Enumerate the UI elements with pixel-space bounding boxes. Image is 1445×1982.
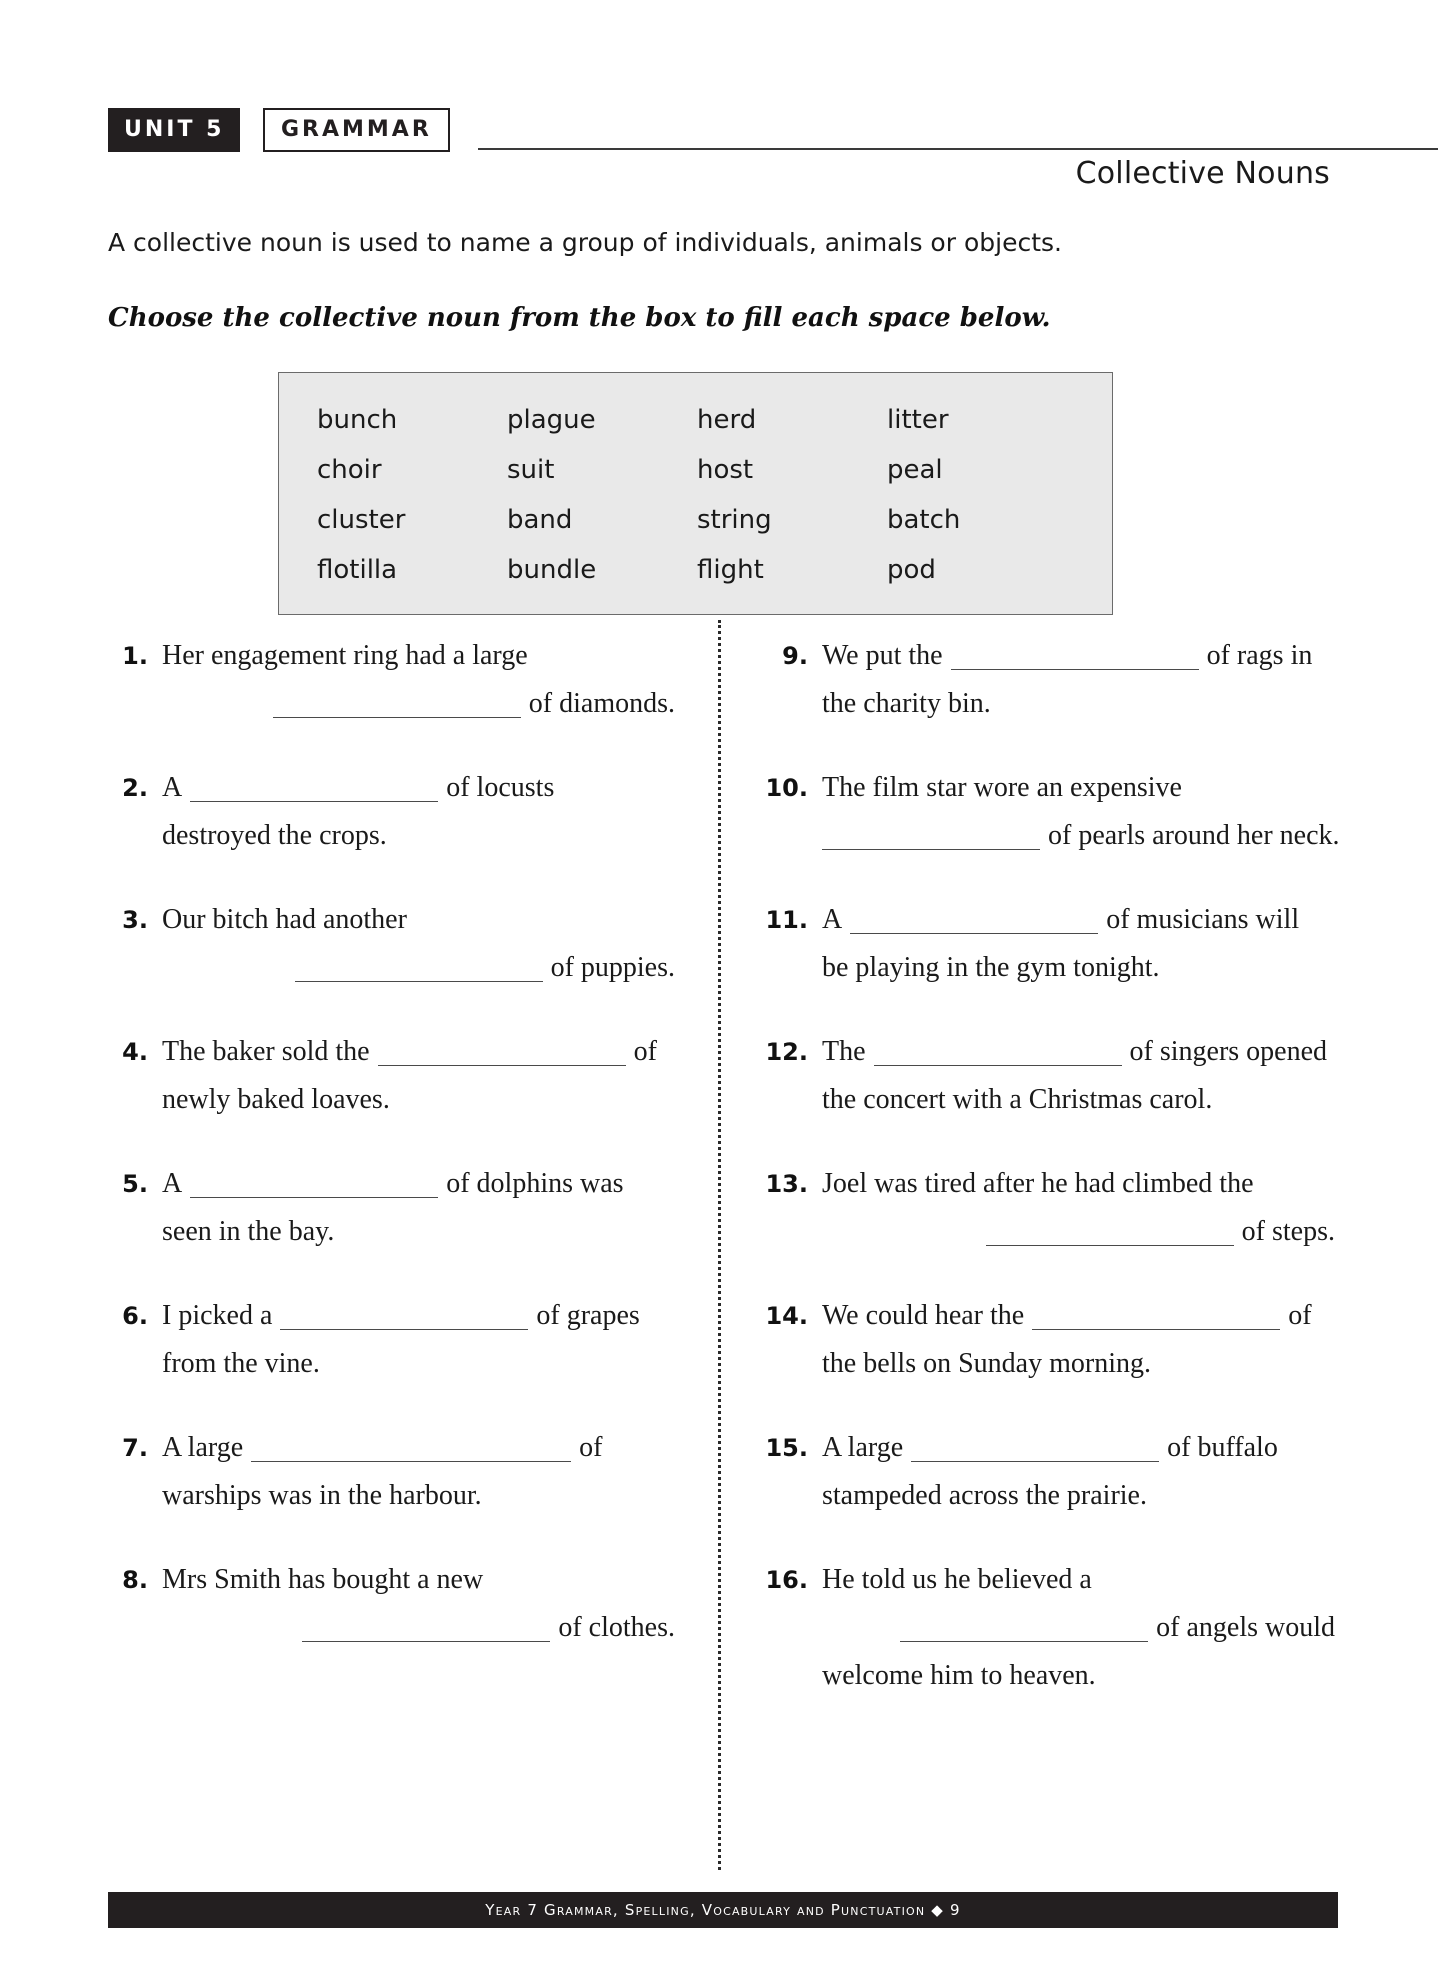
definition-text: A collective noun is used to name a group of individuals, animals or objects.	[108, 228, 1062, 257]
question-line	[162, 1424, 675, 1472]
answer-blank[interactable]	[1032, 1299, 1280, 1330]
question-item	[760, 1028, 1335, 1124]
question-number: 9.	[782, 642, 808, 670]
question-item	[760, 1292, 1335, 1388]
answer-blank[interactable]	[986, 1215, 1234, 1246]
question-line	[162, 632, 675, 680]
question-text: of	[633, 1036, 657, 1067]
question-body	[822, 632, 1335, 728]
question-item	[100, 1160, 675, 1256]
answer-blank[interactable]	[280, 1299, 528, 1330]
answer-blank[interactable]	[251, 1431, 571, 1462]
question-text: The baker sold the	[162, 1036, 370, 1067]
question-body	[162, 1292, 675, 1388]
question-text: of puppies.	[550, 952, 675, 983]
question-number: 2.	[122, 774, 148, 802]
question-number: 14.	[765, 1302, 808, 1330]
word-bank-word: batch	[887, 505, 961, 535]
answer-blank[interactable]	[378, 1035, 626, 1066]
question-text: be playing in the gym tonight.	[822, 952, 1160, 983]
question-text: A large	[162, 1432, 244, 1463]
question-item	[100, 896, 675, 992]
question-text: of diamonds.	[528, 688, 675, 719]
word-bank-word: herd	[697, 405, 757, 435]
question-line	[822, 1208, 1335, 1256]
question-line	[822, 896, 1335, 944]
question-text: the bells on Sunday morning.	[822, 1348, 1151, 1379]
question-text: Mrs Smith has bought a new	[162, 1564, 484, 1595]
question-number: 12.	[765, 1038, 808, 1066]
word-bank-grid	[317, 395, 1077, 595]
word-bank-word: band	[507, 505, 573, 535]
question-line	[822, 764, 1335, 812]
word-bank-word: choir	[317, 455, 382, 485]
question-body	[162, 764, 675, 860]
question-item	[100, 632, 675, 728]
question-text: of dolphins was	[446, 1168, 624, 1199]
question-text: We could hear the	[822, 1300, 1025, 1331]
question-line	[162, 1556, 675, 1604]
answer-blank[interactable]	[190, 771, 438, 802]
word-bank-word: flight	[697, 555, 764, 585]
word-bank-word: string	[697, 505, 772, 535]
question-item	[760, 1160, 1335, 1256]
subject-badge: GRAMMAR	[263, 108, 450, 152]
question-text: destroyed the crops.	[162, 820, 387, 851]
question-number: 4.	[122, 1038, 148, 1066]
question-item	[100, 764, 675, 860]
question-text: of pearls around her neck.	[1048, 820, 1340, 851]
question-item	[100, 1424, 675, 1520]
question-line	[822, 812, 1340, 860]
answer-blank[interactable]	[911, 1431, 1159, 1462]
question-body	[162, 1424, 675, 1520]
question-text: A large	[822, 1432, 904, 1463]
question-text: A	[822, 904, 843, 935]
question-line	[822, 944, 1335, 992]
question-line	[822, 1160, 1335, 1208]
answer-blank[interactable]	[295, 951, 543, 982]
question-item	[100, 1028, 675, 1124]
question-body	[822, 1556, 1335, 1700]
question-number: 1.	[122, 642, 148, 670]
question-line	[162, 1028, 675, 1076]
unit-badge: UNIT 5	[108, 108, 240, 152]
question-text: The film star wore an expensive	[822, 772, 1182, 803]
page-header	[108, 108, 1338, 154]
question-text: of	[1288, 1300, 1312, 1331]
word-bank-word: suit	[507, 455, 555, 485]
question-line	[162, 1472, 675, 1520]
question-text: welcome him to heaven.	[822, 1660, 1096, 1691]
page-title: Collective Nouns	[1075, 156, 1330, 191]
question-line	[822, 680, 1335, 728]
question-body	[822, 764, 1340, 860]
word-bank-word: peal	[887, 455, 943, 485]
question-text: warships was in the harbour.	[162, 1480, 482, 1511]
question-line	[162, 944, 675, 992]
question-line	[822, 1340, 1335, 1388]
question-line	[162, 896, 675, 944]
question-text: the charity bin.	[822, 688, 991, 719]
question-line	[162, 1604, 675, 1652]
question-body	[822, 1292, 1335, 1388]
question-text: of singers opened	[1129, 1036, 1328, 1067]
question-number: 8.	[122, 1566, 148, 1594]
question-text: of angels would	[1156, 1612, 1335, 1643]
word-bank-word: flotilla	[317, 555, 398, 585]
word-bank-word: bunch	[317, 405, 398, 435]
header-divider-rule	[478, 148, 1438, 150]
questions-column-left	[100, 632, 675, 1688]
question-body	[822, 1424, 1335, 1520]
question-line	[822, 1028, 1335, 1076]
question-text: of grapes	[536, 1300, 640, 1331]
question-text: from the vine.	[162, 1348, 320, 1379]
question-text: I picked a	[162, 1300, 273, 1331]
question-line	[162, 1076, 675, 1124]
column-divider	[718, 620, 721, 1870]
question-line	[822, 1652, 1335, 1700]
question-item	[760, 896, 1335, 992]
footer-bar	[108, 1892, 1338, 1928]
question-item	[100, 1556, 675, 1652]
question-text: The	[822, 1036, 866, 1067]
question-line	[822, 1424, 1335, 1472]
question-number: 16.	[765, 1566, 808, 1594]
question-text: of	[579, 1432, 603, 1463]
question-item	[760, 764, 1340, 860]
question-text: of musicians will	[1106, 904, 1300, 935]
word-bank-word: plague	[507, 405, 596, 435]
question-text: A	[162, 772, 183, 803]
answer-blank[interactable]	[822, 819, 1040, 850]
question-text: A	[162, 1168, 183, 1199]
question-text: Our bitch had another	[162, 904, 407, 935]
question-line	[822, 1472, 1335, 1520]
answer-blank[interactable]	[900, 1611, 1148, 1642]
question-number: 13.	[765, 1170, 808, 1198]
answer-blank[interactable]	[273, 687, 521, 718]
question-body	[822, 896, 1335, 992]
question-line	[162, 1160, 675, 1208]
question-text: stampeded across the prairie.	[822, 1480, 1147, 1511]
question-line	[822, 1556, 1335, 1604]
question-line	[822, 632, 1335, 680]
word-bank-box	[278, 372, 1113, 615]
question-body	[162, 1160, 675, 1256]
word-bank-word: cluster	[317, 505, 406, 535]
word-bank-word: host	[697, 455, 754, 485]
question-number: 5.	[122, 1170, 148, 1198]
question-body	[822, 1160, 1335, 1256]
questions-column-right	[760, 632, 1340, 1736]
question-line	[162, 1208, 675, 1256]
question-line	[162, 680, 675, 728]
question-number: 3.	[122, 906, 148, 934]
word-bank-word: pod	[887, 555, 936, 585]
question-item	[760, 632, 1335, 728]
footer-text: Year 7 Grammar, Spelling, Vocabulary and Punctuation ◆ 9	[485, 1901, 961, 1919]
question-number: 10.	[765, 774, 808, 802]
answer-blank[interactable]	[190, 1167, 438, 1198]
question-number: 7.	[122, 1434, 148, 1462]
question-body	[162, 1556, 675, 1652]
question-text: of steps.	[1241, 1216, 1335, 1247]
word-bank-word: litter	[887, 405, 949, 435]
question-text: We put the	[822, 640, 943, 671]
question-number: 11.	[765, 906, 808, 934]
question-line	[162, 1292, 675, 1340]
word-bank-word: bundle	[507, 555, 597, 585]
question-text: Joel was tired after he had climbed the	[822, 1168, 1254, 1199]
question-body	[162, 632, 675, 728]
question-text: He told us he believed a	[822, 1564, 1092, 1595]
instruction-text: Choose the collective noun from the box to fill each space below.	[108, 303, 1051, 333]
question-line	[162, 1340, 675, 1388]
question-body	[162, 1028, 675, 1124]
question-text: seen in the bay.	[162, 1216, 335, 1247]
question-body	[822, 1028, 1335, 1124]
question-line	[822, 1076, 1335, 1124]
question-text: Her engagement ring had a large	[162, 640, 528, 671]
question-line	[822, 1604, 1335, 1652]
question-line	[162, 764, 675, 812]
answer-blank[interactable]	[850, 903, 1098, 934]
question-item	[760, 1424, 1335, 1520]
question-text: of buffalo	[1167, 1432, 1278, 1463]
question-text: of rags in	[1206, 640, 1313, 671]
answer-blank[interactable]	[302, 1611, 550, 1642]
question-text: of locusts	[446, 772, 555, 803]
question-line	[162, 812, 675, 860]
question-line	[822, 1292, 1335, 1340]
answer-blank[interactable]	[951, 639, 1199, 670]
question-item	[100, 1292, 675, 1388]
question-number: 15.	[765, 1434, 808, 1462]
question-number: 6.	[122, 1302, 148, 1330]
question-text: the concert with a Christmas carol.	[822, 1084, 1213, 1115]
question-body	[162, 896, 675, 992]
question-item	[760, 1556, 1335, 1700]
question-text: newly baked loaves.	[162, 1084, 390, 1115]
question-text: of clothes.	[558, 1612, 675, 1643]
answer-blank[interactable]	[874, 1035, 1122, 1066]
